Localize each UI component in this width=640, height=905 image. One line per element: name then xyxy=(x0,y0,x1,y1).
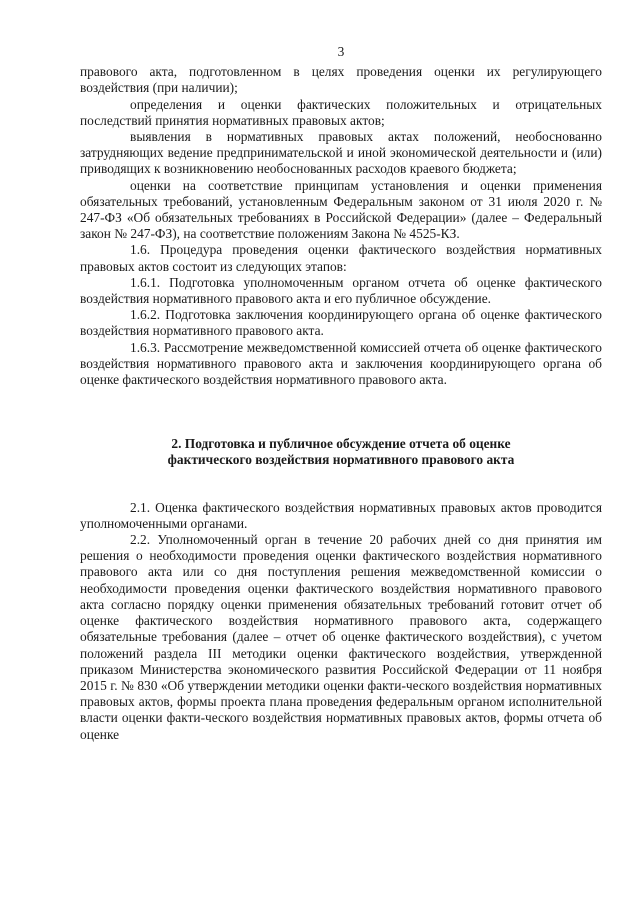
spacer xyxy=(80,388,602,436)
page-number: 3 xyxy=(337,44,345,59)
section-heading xyxy=(80,436,602,468)
section-heading-line: фактического воздействия нормативного правового акта xyxy=(167,452,515,468)
paragraphs-top xyxy=(80,64,602,388)
paragraph: оценки на соответствие принципам установления и оценки применения обязательных требований, установленным Федеральным законом от 31 июля 2020 г. № 247-ФЗ «Об обязательных требованиях в Российской Федерации» (далее – Федеральный закон № 247-ФЗ), на соответствие положениям Закона № 4525-КЗ. xyxy=(80,177,602,242)
paragraph: 2.2. Уполномоченный орган в течение 20 рабочих дней со дня принятия им решения о необходимости проведения оценки фактического воздействия нормативного правового акта или со дня поступления решения межведомственной комиссии о необходимости проведения оценки фактического воздействия нормативного правового акта согласно порядку оценки применения обязательных требований готовит отчет об оценке фактического воздействия нормативного правового акта, содержащего обязательные требования (далее – отчет об оценке фактического воздействия), с учетом положений раздела III методики оценки фактического воздействия, утвержденной приказом Министерства экономического развития Российской Федерации от 11 ноября 2015 г. № 830 «Об утверждении методики оценки факти-ческого воздействия нормативных правовых актов, формы проекта плана проведения федеральным органом исполнительной власти оценки факти-ческого воздействия нормативных правовых актов, формы отчета об оценке xyxy=(80,532,602,742)
section-heading-line: 2. Подготовка и публичное обсуждение отчета об оценке xyxy=(171,436,511,452)
paragraph: 1.6. Процедура проведения оценки фактического воздействия нормативных правовых актов состоит из следующих этапов: xyxy=(80,242,602,274)
paragraph: 1.6.2. Подготовка заключения координирующего органа об оценке фактического воздействия нормативного правового акта. xyxy=(80,307,602,339)
paragraph: выявления в нормативных правовых актах положений, необоснованно затрудняющих ведение предпринимательской и иной экономической деятельности и (или) приводящих к возникновению необоснованных расходов краевого бюджета; xyxy=(80,129,602,177)
paragraph: 1.6.3. Рассмотрение межведомственной комиссией отчета об оценке фактического воздействия нормативного правового акта и заключения координирующего органа об оценке фактического воздействия нормативного правового акта. xyxy=(80,339,602,388)
paragraph: правового акта, подготовленном в целях проведения оценки их регулирующего воздействия (при наличии); xyxy=(80,64,602,96)
paragraphs-bottom xyxy=(80,500,602,743)
paragraph: 1.6.1. Подготовка уполномоченным органом отчета об оценке фактического воздействия нормативного правового акта и его публичное обсуждение. xyxy=(80,274,602,307)
spacer xyxy=(80,469,602,500)
paragraph: определения и оценки фактических положительных и отрицательных последствий принятия нормативных правовых актов; xyxy=(80,96,602,128)
paragraph: 2.1. Оценка фактического воздействия нормативных правовых актов проводится уполномоченными органами. xyxy=(80,499,602,531)
